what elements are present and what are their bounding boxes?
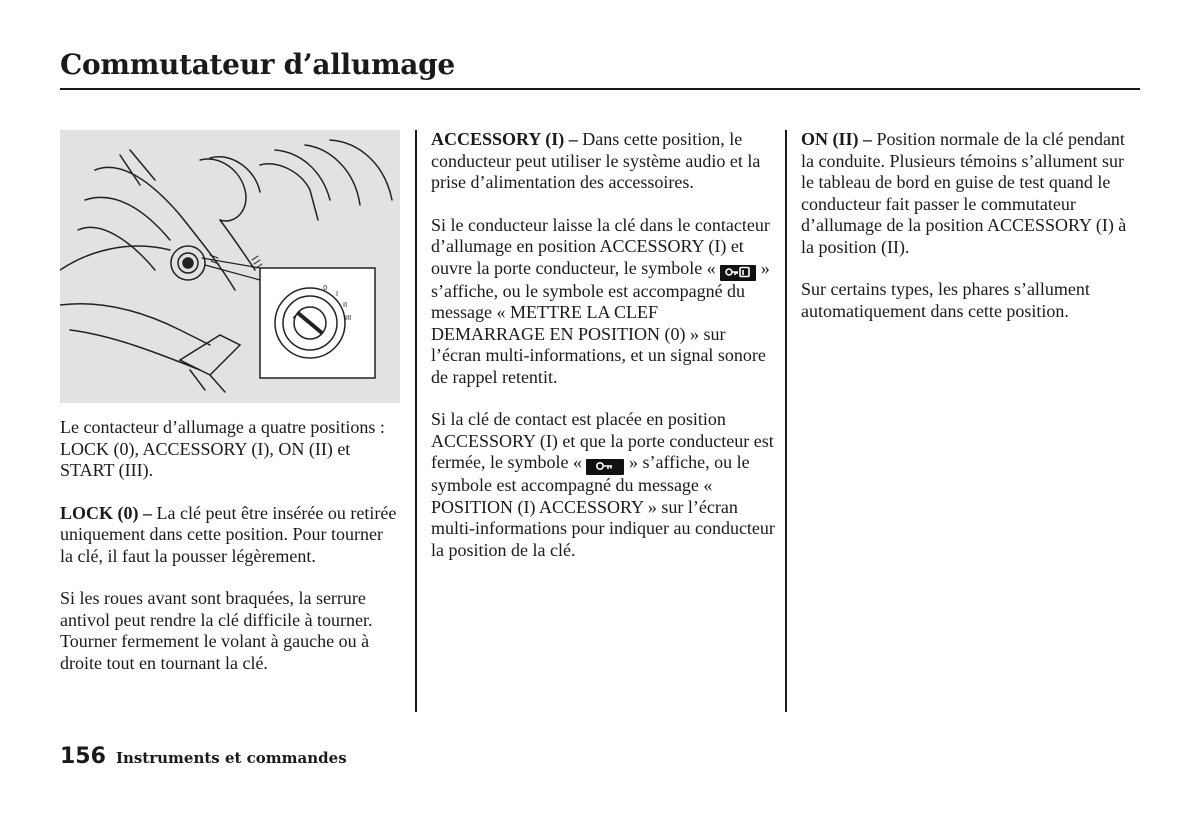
key-reminder-text-b: » s’affiche, ou le symbole est accompagné du message « METTRE LA CLEF DEMARRAGE EN POSITION (0) » sur l’écran multi-informations, et un signal sonore de rappel retentit. [431, 257, 770, 387]
switch-mark-iii: III [345, 314, 352, 322]
lock-paragraph [60, 503, 400, 568]
column-1 [60, 417, 400, 695]
column-2 [431, 129, 776, 582]
column-divider [415, 130, 417, 712]
column-divider [785, 130, 787, 712]
title-rule [60, 88, 1140, 90]
page-number: 156 [60, 744, 106, 769]
section-name: Instruments et commandes [115, 749, 347, 767]
lock-term: LOCK (0) – [60, 502, 152, 523]
key-door-icon [720, 265, 756, 281]
accessory-term: ACCESSORY (I) – [431, 129, 578, 149]
page-footer [60, 744, 347, 769]
accessory-text: Dans cette position, le conducteur peut utiliser le système audio et la prise d’alimentation des accessoires. [431, 129, 761, 192]
lock-text: La clé peut être insérée ou retirée uniquement dans cette position. Pour tourner la clé, il faut la pousser légèrement. [60, 502, 397, 566]
key-reminder-paragraph [431, 215, 776, 389]
on-text: Position normale de la clé pendant la conduite. Plusieurs témoins s’allument sur le tableau de bord en guise de test quand le conducteur fait passer le commutateur d’allumage de la position ACCESSORY (I) à la position (II). [801, 129, 1127, 257]
accessory-message-text-a: Si la clé de contact est placée en position ACCESSORY (I) et que la porte conducteur est fermée, le symbole « [431, 409, 774, 472]
switch-mark-ii: II [343, 301, 348, 309]
accessory-paragraph [431, 129, 776, 194]
wheels-paragraph: Si les roues avant sont braquées, la serrure antivol peut rendre la clé difficile à tourner. Tourner fermement le volant à gauche ou à droite tout en tournant la clé. [60, 588, 373, 673]
column-3 [801, 129, 1141, 343]
key-reminder-text-a: Si le conducteur laisse la clé dans le contacteur d’allumage en position ACCESSORY (I) et ouvre la porte conducteur, le symbole « [431, 214, 770, 278]
headlights-paragraph: Sur certains types, les phares s’allument automatiquement dans cette position. [801, 279, 1090, 321]
page-title: Commutateur d’allumage [60, 48, 455, 81]
switch-mark-0: 0 [323, 284, 328, 292]
accessory-message-paragraph [431, 409, 776, 561]
ignition-illustration [60, 130, 400, 403]
on-term: ON (II) – [801, 129, 872, 149]
accessory-message-text-b: » s’affiche, ou le symbole est accompagné du message « POSITION (I) ACCESSORY » sur l’écran multi-informations pour indiquer au conducteur la position de la clé. [431, 452, 775, 560]
switch-mark-i: I [336, 290, 339, 298]
on-paragraph [801, 129, 1141, 258]
key-icon [586, 459, 624, 475]
intro-paragraph: Le contacteur d’allumage a quatre positions : LOCK (0), ACCESSORY (I), ON (II) et START (III). [60, 417, 385, 480]
